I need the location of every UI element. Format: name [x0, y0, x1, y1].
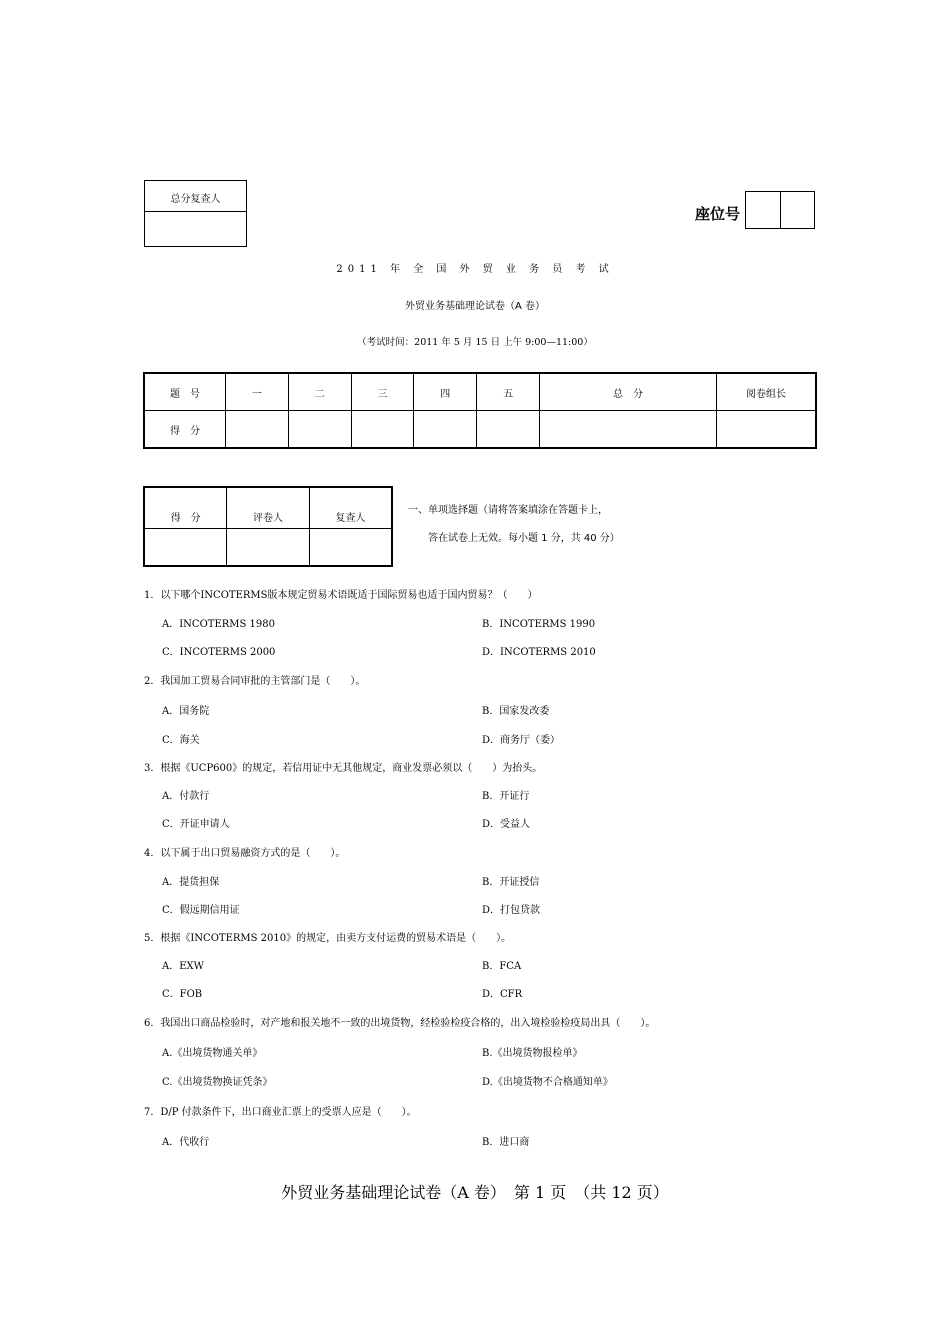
question-option[interactable]: B．开证行: [482, 791, 530, 802]
page-footer: 外贸业务基础理论试卷（A 卷） 第 1 页 （共 12 页）: [281, 1183, 669, 1202]
question-option[interactable]: A．国务院: [162, 706, 210, 717]
reviewer-label: 总分复查人: [145, 181, 246, 212]
score-cell[interactable]: [717, 411, 817, 449]
score-cell[interactable]: [539, 411, 716, 449]
score-table-header: 二: [288, 373, 351, 411]
grader-table-header: 得 分: [144, 487, 227, 529]
section-title: [408, 497, 620, 553]
score-cell[interactable]: [351, 411, 414, 449]
grader-table-header: 复查人: [309, 487, 392, 529]
question-stem: 2．我国加工贸易合同审批的主管部门是（ ）。: [144, 676, 366, 687]
total-score-reviewer-box: [144, 180, 247, 247]
grader-cell[interactable]: [309, 529, 392, 567]
score-table-header: 题 号: [144, 373, 226, 411]
question-option[interactable]: C．假远期信用证: [162, 905, 240, 916]
question-option[interactable]: D．打包贷款: [482, 905, 541, 916]
question-option[interactable]: A．付款行: [162, 791, 210, 802]
question-option[interactable]: C.《出境货物换证凭条》: [162, 1077, 273, 1088]
exam-time: （考试时间：2011 年 5 月 15 日 上午 9:00—11:00）: [357, 337, 593, 348]
score-cell[interactable]: [288, 411, 351, 449]
question-option[interactable]: B．FCA: [482, 961, 522, 972]
question-stem: 6．我国出口商品检验时，对产地和报关地不一致的出境货物，经检验检疫合格的，出入境检验检疫局出具（ ）。: [144, 1018, 656, 1029]
grader-table: [143, 486, 393, 567]
question-stem: 4．以下属于出口贸易融资方式的是（ ）。: [144, 848, 346, 859]
question-stem: 7．D/P 付款条件下，出口商业汇票上的受票人应是（ ）。: [144, 1107, 417, 1118]
score-table-header: 总 分: [539, 373, 716, 411]
score-table-score-row: [144, 411, 816, 449]
score-row-label: 得 分: [144, 411, 226, 449]
score-table-header: 三: [351, 373, 414, 411]
score-cell[interactable]: [226, 411, 289, 449]
score-table-header-row: [144, 373, 816, 411]
question-option[interactable]: D．受益人: [482, 819, 531, 830]
question-stem: 5．根据《INCOTERMS 2010》的规定，由卖方支付运费的贸易术语是（ ）。: [144, 933, 512, 944]
question-option[interactable]: A．提货担保: [162, 877, 220, 888]
reviewer-signature-cell[interactable]: [145, 212, 246, 247]
grader-table-header-row: [144, 487, 392, 529]
question-option[interactable]: B．国家发改委: [482, 706, 550, 717]
section-title-line: 答在试卷上无效。每小题 1 分，共 40 分）: [428, 533, 620, 544]
question-stem: 1．以下哪个INCOTERMS版本规定贸易术语既适于国际贸易也适于国内贸易？（ ）: [144, 590, 538, 601]
question-option[interactable]: B．开证授信: [482, 877, 540, 888]
score-cell[interactable]: [414, 411, 477, 449]
question-option[interactable]: C．FOB: [162, 989, 203, 1000]
question-option[interactable]: C．海关: [162, 735, 200, 746]
question-option[interactable]: B．进口商: [482, 1137, 530, 1148]
question-option[interactable]: D．商务厅（委）: [482, 735, 561, 746]
question-option[interactable]: D．INCOTERMS 2010: [482, 647, 596, 658]
seat-digit-box[interactable]: [746, 192, 780, 228]
question-option[interactable]: A.《出境货物通关单》: [162, 1048, 263, 1059]
score-table-header: 四: [414, 373, 477, 411]
section-title-line: 一、单项选择题（请将答案填涂在答题卡上，: [408, 505, 608, 516]
score-table-header: 阅卷组长: [717, 373, 817, 411]
seat-number-boxes: [745, 191, 815, 229]
question-option[interactable]: B．INCOTERMS 1990: [482, 619, 596, 630]
paper-title: 外贸业务基础理论试卷（A 卷）: [404, 301, 546, 312]
question-option[interactable]: D．CFR: [482, 989, 523, 1000]
seat-number-label: 座位号: [695, 205, 741, 223]
question-option[interactable]: A．EXW: [162, 961, 204, 972]
question-option[interactable]: C．开证申请人: [162, 819, 230, 830]
question-option[interactable]: C．INCOTERMS 2000: [162, 647, 276, 658]
exam-title: 2011 年 全 国 外 贸 业 务 员 考 试: [336, 264, 614, 275]
grader-cell[interactable]: [227, 529, 309, 567]
question-option[interactable]: B.《出境货物报检单》: [482, 1048, 583, 1059]
score-cell[interactable]: [477, 411, 540, 449]
question-stem: 3．根据《UCP600》的规定，若信用证中无其他规定，商业发票必须以（ ）为抬头。: [144, 763, 543, 774]
grader-table-entry-row: [144, 529, 392, 567]
score-table-header: 一: [226, 373, 289, 411]
grader-table-header: 评卷人: [227, 487, 309, 529]
score-table: [143, 372, 817, 449]
question-option[interactable]: A．代收行: [162, 1137, 210, 1148]
grader-cell[interactable]: [144, 529, 227, 567]
question-option[interactable]: D.《出境货物不合格通知单》: [482, 1077, 613, 1088]
score-table-header: 五: [477, 373, 540, 411]
question-option[interactable]: A．INCOTERMS 1980: [162, 619, 275, 630]
seat-digit-box[interactable]: [780, 192, 815, 228]
